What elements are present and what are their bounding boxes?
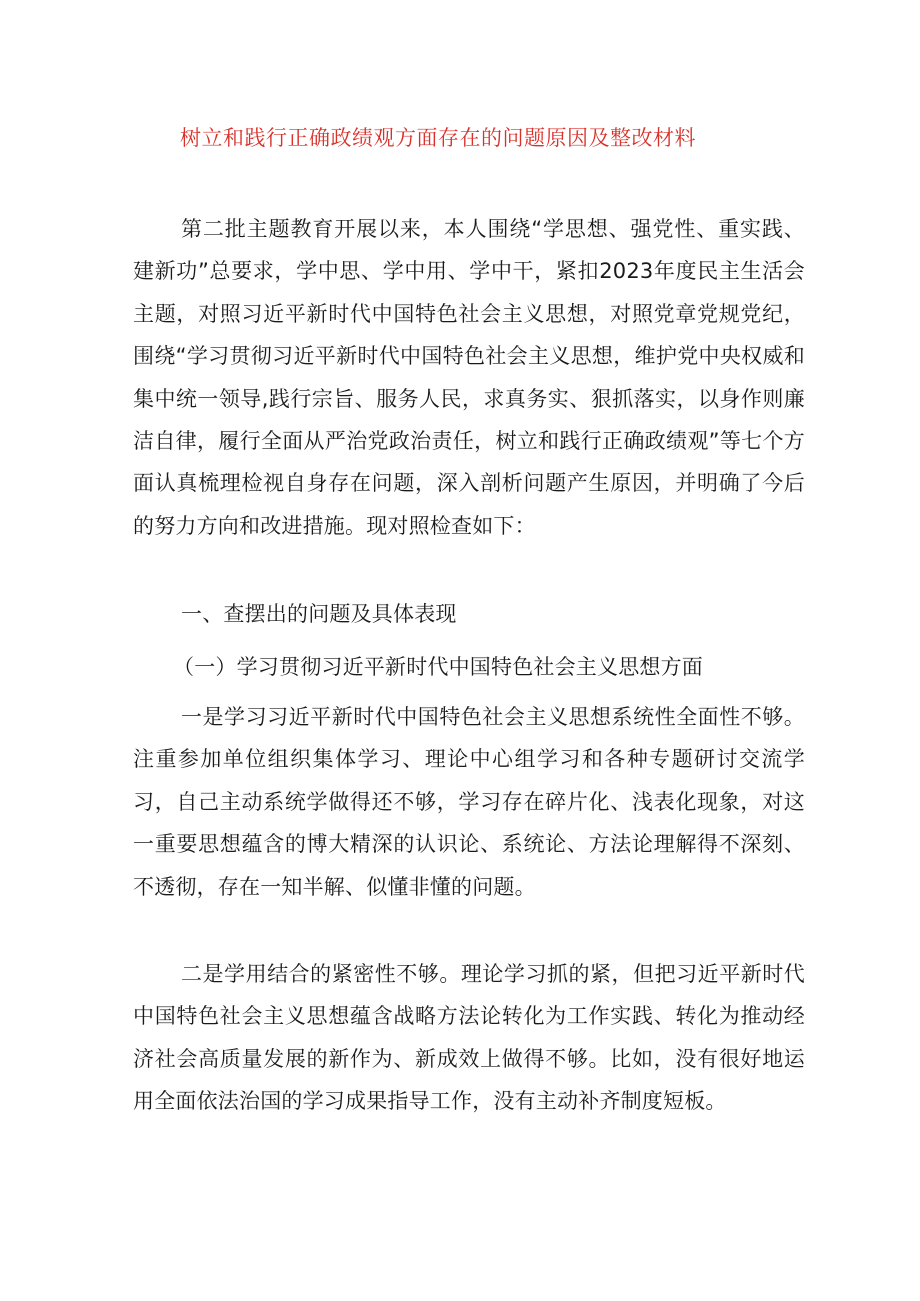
section-heading: 一、查摆出的问题及具体表现	[181, 602, 457, 626]
subsection-heading: （一）学习贯彻习近平新时代中国特色社会主义思想方面	[173, 655, 703, 679]
document-title: 树立和践行正确政绩观方面存在的问题原因及整改材料	[180, 126, 696, 150]
issue-paragraph-1: 一是学习习近平新时代中国特色社会主义思想系统性全面性不够。注重参加单位组织集体学习、理论中心组学习和各种专题研讨交流学习，自己主动系统学做得还不够，学习存在碎片化、浅表化现象，对这一重要思想蕴含的博大精深的认识论、系统论、方法论理解得不深刻、不透彻，存在一知半解、似懂非懂的问题。	[133, 705, 805, 899]
intro-paragraph: 第二批主题教育开展以来，本人围绕“学思想、强党性、重实践、建新功”总要求，学中思、学中用、学中干，紧扣2023年度民主生活会主题，对照习近平新时代中国特色社会主义思想，对照党章党规党纪，围绕“学习贯彻习近平新时代中国特色社会主义思想，维护党中央权威和集中统一领导,践行宗旨、服务人民，求真务实、狠抓落实，以身作则廉洁自律，履行全面从严治党政治责任，树立和践行正确政绩观”等七个方面认真梳理检视自身存在问题，深入剖析问题产生原因，并明确了今后的努力方向和改进措施。现对照检查如下：	[133, 217, 805, 538]
issue-paragraph-2: 二是学用结合的紧密性不够。理论学习抓的紧，但把习近平新时代中国特色社会主义思想蕴含战略方法论转化为工作实践、转化为推动经济社会高质量发展的新作为、新成效上做得不够。比如，没有很好地运用全面依法治国的学习成果指导工作，没有主动补齐制度短板。	[133, 962, 805, 1114]
